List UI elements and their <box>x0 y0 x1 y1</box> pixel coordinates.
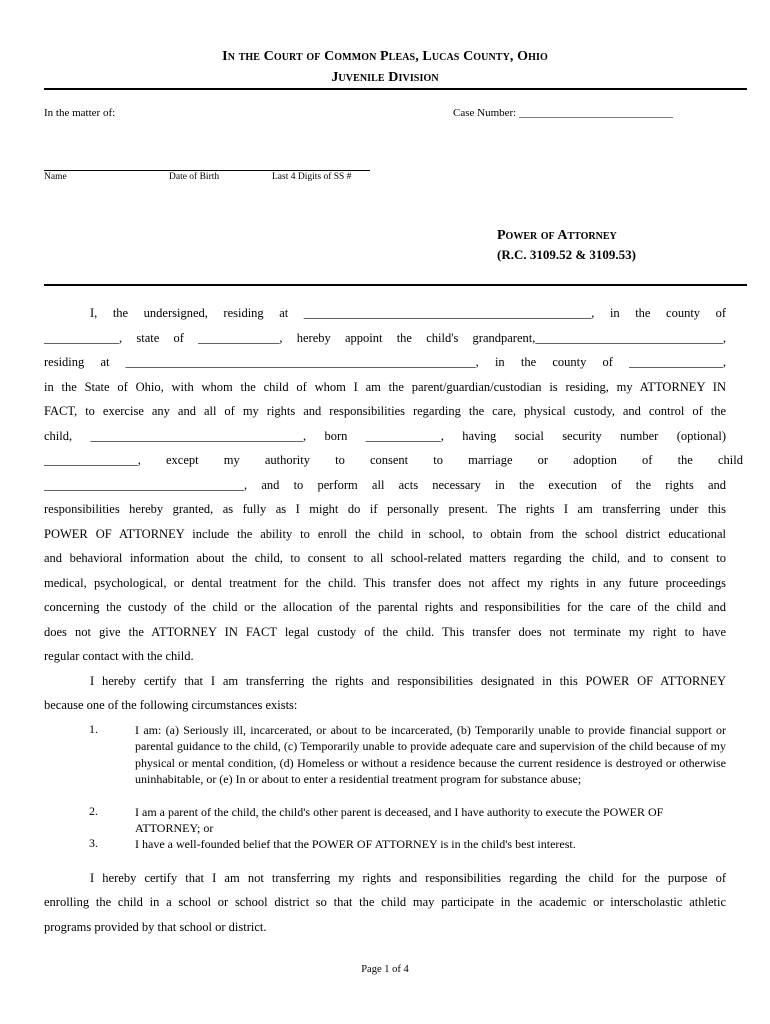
list-item: I am a parent of the child, the child's other parent is deceased, and I have authority to execute the POWER OF ATTORNEY; or <box>135 805 664 836</box>
list-item: I have a well-founded belief that the POWER OF ATTORNEY is in the child's best interest. <box>135 837 576 851</box>
list-number: 3. <box>89 836 98 850</box>
school-line-3: programs provided by that school or district. <box>44 920 267 934</box>
body-line-2: ____________, state of _____________, hereby appoint the child's grandparent,______________________________, <box>44 331 726 345</box>
document-title: Power of Attorney <box>497 228 617 243</box>
body-line-8: ________________________________, and to perform all acts necessary in the execution of the rights and <box>44 478 726 492</box>
body-line-4: in the State of Ohio, with whom the child of whom I am the parent/guardian/custodian is residing, my ATTORNEY IN <box>44 380 726 394</box>
body-line-14: does not give the ATTORNEY IN FACT legal custody of the child. This transfer does not terminate my right to have <box>44 625 726 639</box>
list-number: 2. <box>89 804 98 818</box>
school-line-1: I hereby certify that I am not transferring my rights and responsibilities regarding the child for the purpose of <box>90 871 726 885</box>
body-line-12: medical, psychological, or dental treatment for the child. This transfer does not affect my rights in any future proceedings <box>44 576 726 590</box>
list-item: I am: (a) Seriously ill, incarcerated, or about to be incarcerated, (b) Temporarily unable to provide financial support or parental guidance to the child, (c) Temporarily unable to provide adequate care and supervision of the child because of my physical or mental condition, (d) Homeless or without a residence because the current residence is destroyed or otherwise uninhabitable, or (e) In or about to enter a residential treatment program for substance abuse; <box>135 723 726 786</box>
body-line-7: _______________, except my authority to consent to marriage or adoption of the child <box>44 453 743 467</box>
certify-line-2: because one of the following circumstances exists: <box>44 698 298 712</box>
body-line-3: residing at ________________________________________________________, in the county of _______________, <box>44 355 726 369</box>
page-number: Page 1 of 4 <box>361 964 409 975</box>
dob-label: Date of Birth <box>169 172 220 182</box>
body-line-5: FACT, to exercise any and all of my rights and responsibilities regarding the care, physical custody, and control of the <box>44 404 726 418</box>
title-rule <box>44 284 747 286</box>
certify-line-1: I hereby certify that I am transferring the rights and responsibilities designated in this POWER OF ATTORNEY <box>90 674 726 688</box>
party-signature-line <box>44 170 370 171</box>
school-line-2: enrolling the child in a school or school district so that the child may participate in the academic or interscholastic athletic <box>44 895 726 909</box>
body-line-1: I, the undersigned, residing at ______________________________________________, in the county of <box>90 306 726 320</box>
court-heading: In the Court of Common Pleas, Lucas County, Ohio <box>222 49 548 64</box>
ssn-label: Last 4 Digits of SS # <box>272 172 352 182</box>
statute-reference: (R.C. 3109.52 & 3109.53) <box>497 247 637 262</box>
body-line-10: POWER OF ATTORNEY include the ability to enroll the child in school, to obtain from the school district educational <box>44 527 726 541</box>
name-label: Name <box>44 172 67 182</box>
case-number-label: Case Number: ____________________________ <box>453 107 673 119</box>
list-number: 1. <box>89 722 98 736</box>
matter-label: In the matter of: <box>44 107 116 119</box>
body-line-9: responsibilities hereby granted, as fully as I might do if personally present. The rights I am transferring under this <box>44 502 726 516</box>
body-line-13: concerning the custody of the child or the allocation of the parental rights and responsibilities for the care of the child and <box>44 600 726 614</box>
body-line-6: child, __________________________________, born ____________, having social security number (optional) <box>44 429 726 443</box>
body-line-15: regular contact with the child. <box>44 649 194 663</box>
division-heading: Juvenile Division <box>331 70 439 85</box>
body-line-11: and behavioral information about the child, to consent to all school-related matters regarding the child, and to consent to <box>44 551 726 565</box>
header-rule <box>44 88 747 90</box>
